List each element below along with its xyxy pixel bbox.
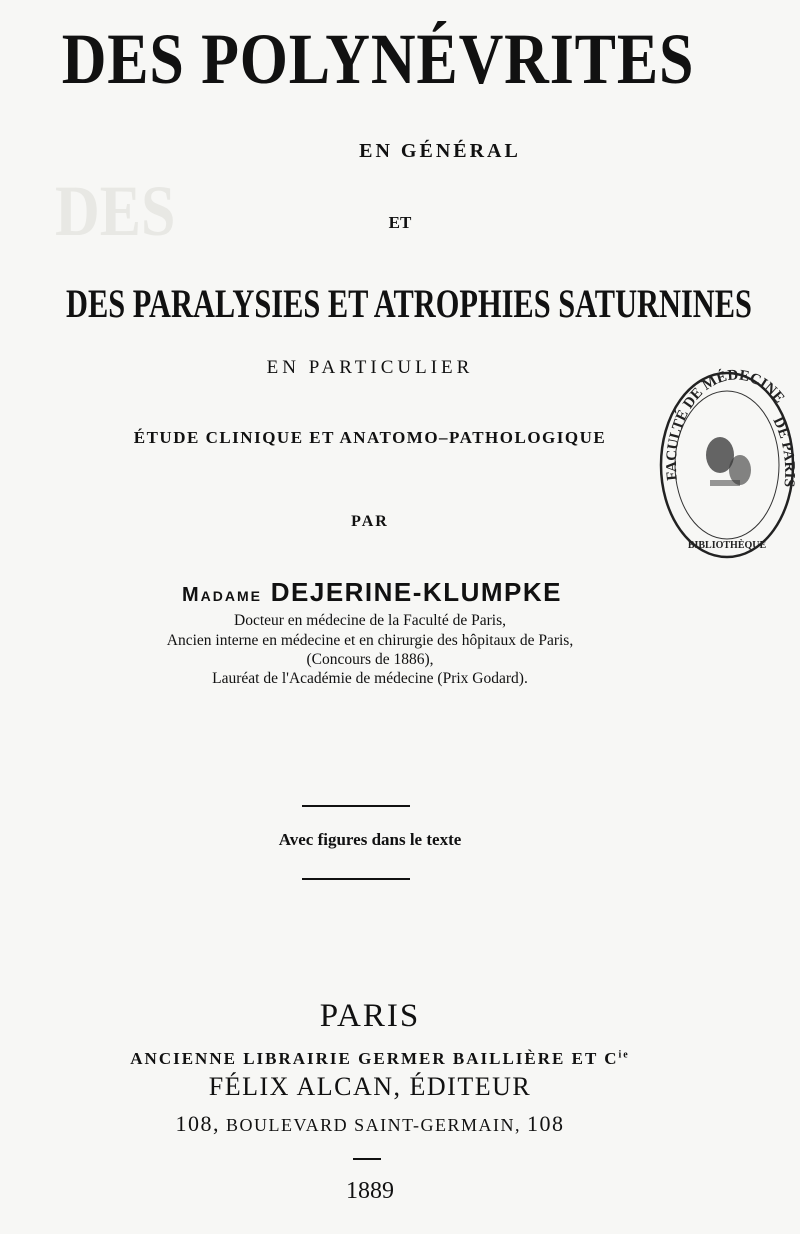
address-number-right: 108 bbox=[527, 1111, 565, 1136]
subtitle-general: EN GÉNÉRAL bbox=[359, 140, 521, 162]
credential-line: (Concours de 1886), bbox=[306, 651, 434, 668]
divider-rule bbox=[302, 878, 410, 880]
imprint-publisher bbox=[0, 1049, 780, 1069]
imprint-address bbox=[0, 1111, 770, 1137]
show-through-ghost-text: DES bbox=[55, 171, 176, 251]
author-line bbox=[0, 577, 772, 608]
stamp-arc-right: DE PARIS bbox=[769, 414, 798, 488]
main-title: DES POLYNÉVRITES bbox=[61, 19, 695, 99]
imprint-city: PARIS bbox=[319, 998, 421, 1034]
stamp-bottom: BIBLIOTHÈQUE bbox=[687, 540, 767, 551]
conjunction-et: ET bbox=[388, 213, 412, 232]
figures-note: Avec figures dans le texte bbox=[278, 830, 462, 849]
publisher-text: ANCIENNE LIBRAIRIE GERMER BAILLIÈRE ET C bbox=[130, 1049, 619, 1068]
svg-text:DE PARIS bbox=[769, 415, 797, 488]
stamp-arc-top: FACULTÉ DE MÉDECINE bbox=[663, 367, 788, 482]
second-title: DES PARALYSIES ET ATROPHIES SATURNINES bbox=[66, 281, 752, 326]
credential-line: Lauréat de l'Académie de médecine (Prix Godard). bbox=[212, 670, 528, 687]
author-name: DEJERINE-KLUMPKE bbox=[270, 577, 562, 607]
by-label: PAR bbox=[351, 513, 389, 530]
address-number-left: 108, bbox=[175, 1111, 220, 1136]
study-type: ÉTUDE CLINIQUE ET ANATOMO–PATHOLOGIQUE bbox=[133, 428, 607, 447]
imprint-year: 1889 bbox=[346, 1178, 394, 1204]
address-street: BOULEVARD SAINT-GERMAIN, bbox=[225, 1115, 521, 1135]
author-prefix: Madame bbox=[182, 584, 262, 606]
subtitle-particular: EN PARTICULIER bbox=[266, 357, 474, 378]
imprint-editor: FÉLIX ALCAN, ÉDITEUR bbox=[208, 1072, 532, 1101]
divider-rule bbox=[302, 805, 410, 807]
divider-rule-short bbox=[353, 1158, 381, 1160]
credential-line: Ancien interne en médecine et en chirurgie des hôpitaux de Paris, bbox=[166, 632, 574, 649]
publisher-superscript: ie bbox=[618, 1049, 630, 1061]
library-stamp-icon bbox=[655, 360, 800, 570]
credential-line: Docteur en médecine de la Faculté de Paris, bbox=[234, 612, 506, 629]
